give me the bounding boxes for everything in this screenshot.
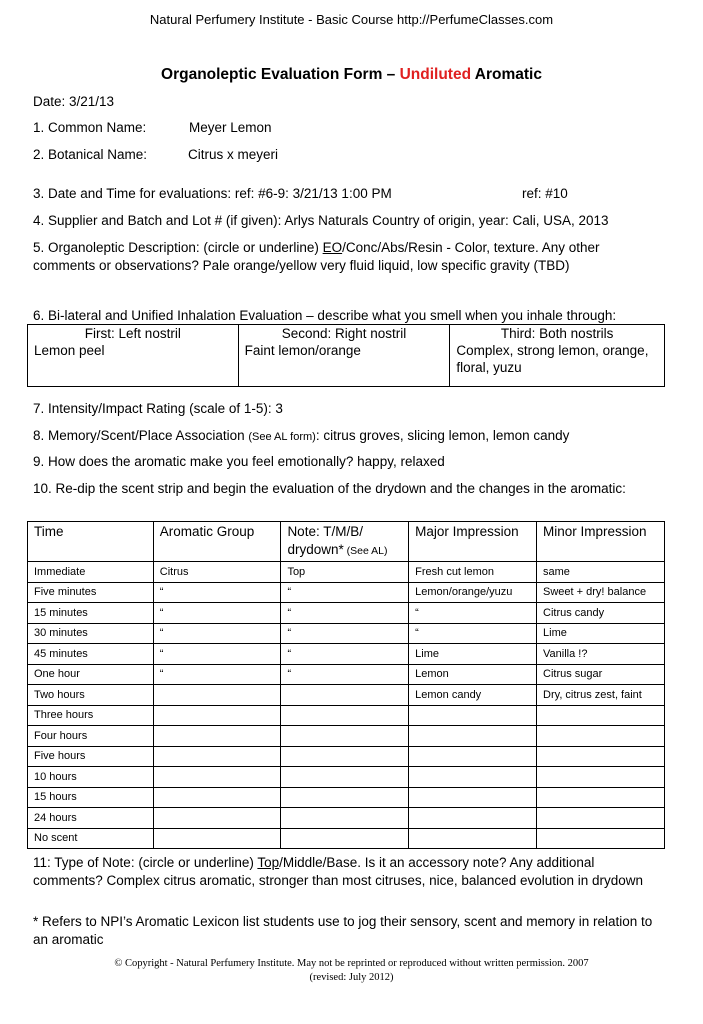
cell-aromatic-group [153, 746, 281, 767]
cell-minor-impression: Citrus sugar [537, 664, 665, 685]
table-row [28, 562, 665, 583]
q8-small-ref: (See AL form) [248, 431, 316, 443]
cell-time: Three hours [28, 705, 154, 726]
organoleptic-description [33, 239, 663, 275]
cell-minor-impression [537, 746, 665, 767]
inhalation-header-third: Third: Both nostrils [500, 326, 614, 341]
copyright-notice: © Copyright - Natural Perfumery Institute. May not be reprinted or reproduced without written permission. 2007 [114, 958, 589, 969]
footnote: * Refers to NPI’s Aromatic Lexicon list students use to jog their sensory, scent and memory in relation to an aromatic [33, 914, 653, 947]
cell-minor-impression: Lime [537, 623, 665, 644]
cell-major-impression: Lemon/orange/yuzu [409, 582, 537, 603]
cell-note: “ [281, 664, 409, 685]
cell-time: 10 hours [28, 767, 154, 788]
cell-note: “ [281, 623, 409, 644]
botanical-name-value: Citrus x meyeri [188, 147, 279, 162]
emotional-response: 9. How does the aromatic make you feel emotionally? happy, relaxed [33, 454, 445, 469]
table-row [28, 726, 665, 747]
drydown-prompt: 10. Re-dip the scent strip and begin the evaluation of the drydown and the changes in the aromatic: [33, 481, 626, 496]
cell-time: Two hours [28, 685, 154, 706]
cell-major-impression: “ [409, 603, 537, 624]
header-aromatic-group: Aromatic Group [153, 522, 281, 562]
table-row [28, 685, 665, 706]
cell-time: Immediate [28, 562, 154, 583]
q8-suffix: : citrus groves, slicing lemon, lemon candy [315, 428, 570, 443]
q11-suffix: /Middle/Base. Is it an accessory note? Any additional comments? Complex citrus aromatic, stronger than most citruses, nice, balanced evolution in drydown [33, 855, 644, 888]
header-note [281, 522, 409, 562]
title-suffix: Aromatic [471, 66, 542, 83]
cell-note: “ [281, 644, 409, 665]
cell-time: Four hours [28, 726, 154, 747]
cell-major-impression: “ [409, 623, 537, 644]
cell-note [281, 787, 409, 808]
cell-minor-impression [537, 726, 665, 747]
evaluation-datetime: 3. Date and Time for evaluations: ref: #6-9: 3/21/13 1:00 PM [33, 186, 392, 201]
cell-major-impression: Fresh cut lemon [409, 562, 537, 583]
cell-time: One hour [28, 664, 154, 685]
header-time: Time [28, 522, 154, 562]
cell-aromatic-group: “ [153, 582, 281, 603]
cell-minor-impression [537, 787, 665, 808]
cell-note: “ [281, 582, 409, 603]
cell-major-impression: Lemon [409, 664, 537, 685]
cell-minor-impression [537, 705, 665, 726]
cell-note: Top [281, 562, 409, 583]
date-line: Date: 3/21/13 [33, 94, 115, 109]
inhalation-cell-second [238, 325, 450, 387]
form-title [0, 66, 703, 84]
cell-time: 15 hours [28, 787, 154, 808]
cell-time: No scent [28, 828, 154, 849]
common-name-value: Meyer Lemon [189, 120, 272, 135]
inhalation-value-first: Lemon peel [34, 343, 105, 358]
inhalation-header-first: First: Left nostril [84, 326, 181, 341]
cell-aromatic-group: “ [153, 664, 281, 685]
cell-aromatic-group [153, 685, 281, 706]
cell-time: 24 hours [28, 808, 154, 829]
cell-minor-impression [537, 828, 665, 849]
table-row [28, 623, 665, 644]
common-name-label: 1. Common Name: [33, 120, 147, 135]
q11-prefix: 11: Type of Note: (circle or underline) [33, 855, 258, 870]
page-header: Natural Perfumery Institute - Basic Course http://PerfumeClasses.com [149, 12, 554, 27]
table-row [28, 767, 665, 788]
cell-note [281, 705, 409, 726]
cell-aromatic-group: “ [153, 603, 281, 624]
cell-note [281, 767, 409, 788]
q5-suffix: /Conc/Abs/Resin - Color, texture. Any other comments or observations? Pale orange/yellow very fluid liquid, low specific gravity (TBD) [33, 240, 600, 273]
cell-aromatic-group [153, 787, 281, 808]
cell-major-impression [409, 767, 537, 788]
botanical-name-label: 2. Botanical Name: [33, 147, 148, 162]
inhalation-prompt: 6. Bi-lateral and Unified Inhalation Evaluation – describe what you smell when you inhale through: [33, 308, 617, 323]
cell-note [281, 746, 409, 767]
table-row [28, 644, 665, 665]
cell-note [281, 828, 409, 849]
note-type [33, 854, 663, 890]
cell-aromatic-group [153, 828, 281, 849]
table-row [28, 787, 665, 808]
cell-aromatic-group [153, 705, 281, 726]
cell-major-impression: Lime [409, 644, 537, 665]
inhalation-cell-first [28, 325, 239, 387]
inhalation-value-third: Complex, strong lemon, orange, floral, yuzu [456, 343, 649, 375]
cell-aromatic-group [153, 726, 281, 747]
table-row [28, 746, 665, 767]
cell-note [281, 685, 409, 706]
cell-minor-impression: Citrus candy [537, 603, 665, 624]
memory-association [33, 428, 569, 443]
inhalation-cell-third [450, 325, 665, 387]
table-row [28, 705, 665, 726]
cell-time: Five minutes [28, 582, 154, 603]
table-row [28, 664, 665, 685]
cell-minor-impression [537, 767, 665, 788]
drydown-table [27, 521, 665, 849]
cell-major-impression [409, 705, 537, 726]
cell-aromatic-group: Citrus [153, 562, 281, 583]
cell-minor-impression: Vanilla !? [537, 644, 665, 665]
table-row [28, 603, 665, 624]
cell-time: 45 minutes [28, 644, 154, 665]
cell-note [281, 726, 409, 747]
inhalation-value-second: Faint lemon/orange [244, 343, 361, 358]
cell-minor-impression: Dry, citrus zest, faint [537, 685, 665, 706]
header-minor-impression: Minor Impression [537, 522, 665, 562]
cell-major-impression [409, 726, 537, 747]
cell-note: “ [281, 603, 409, 624]
cell-aromatic-group: “ [153, 644, 281, 665]
q5-eo-underlined: EO [322, 240, 343, 255]
q11-top-underlined: Top [257, 855, 280, 870]
cell-time: 15 minutes [28, 603, 154, 624]
q5-prefix: 5. Organoleptic Description: (circle or underline) [33, 240, 323, 255]
cell-minor-impression: same [537, 562, 665, 583]
inhalation-header-second: Second: Right nostril [281, 326, 407, 341]
drydown-body [28, 562, 665, 849]
header-note-text: Note: T/M/B/ drydown* [287, 524, 363, 557]
table-row [28, 808, 665, 829]
inhalation-table [27, 324, 665, 387]
drydown-header-row [28, 522, 665, 562]
revised-date: (revised: July 2012) [309, 972, 394, 983]
intensity-rating: 7. Intensity/Impact Rating (scale of 1-5): 3 [33, 401, 283, 416]
cell-aromatic-group [153, 767, 281, 788]
cell-aromatic-group: “ [153, 623, 281, 644]
title-prefix: Organoleptic Evaluation Form – [161, 66, 400, 83]
q8-prefix: 8. Memory/Scent/Place Association [33, 428, 249, 443]
header-note-small: (See AL) [343, 545, 388, 557]
cell-minor-impression [537, 808, 665, 829]
cell-time: Five hours [28, 746, 154, 767]
cell-major-impression [409, 828, 537, 849]
cell-major-impression: Lemon candy [409, 685, 537, 706]
table-row [28, 582, 665, 603]
cell-major-impression [409, 746, 537, 767]
cell-note [281, 808, 409, 829]
cell-aromatic-group [153, 808, 281, 829]
cell-major-impression [409, 808, 537, 829]
cell-major-impression [409, 787, 537, 808]
evaluation-ref: ref: #10 [522, 186, 568, 201]
table-row [28, 828, 665, 849]
supplier-line: 4. Supplier and Batch and Lot # (if given): Arlys Naturals Country of origin, year: Cali, USA, 2013 [33, 213, 609, 228]
title-highlight: Undiluted [399, 66, 472, 83]
cell-time: 30 minutes [28, 623, 154, 644]
header-major-impression: Major Impression [409, 522, 537, 562]
cell-minor-impression: Sweet + dry! balance [537, 582, 665, 603]
